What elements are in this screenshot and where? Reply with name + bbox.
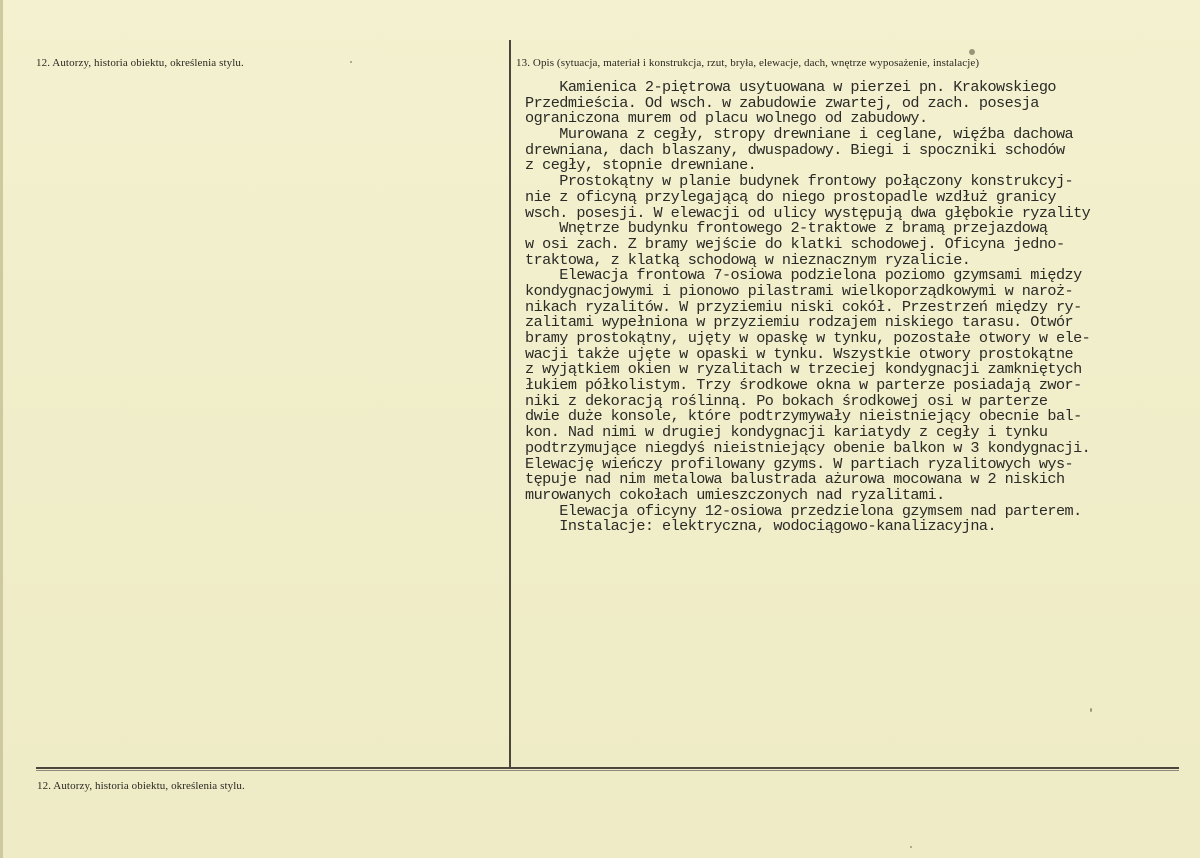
description-line: kon. Nad nimi w drugiej kondygnacji kariatydy z cegły i tynku bbox=[525, 425, 1048, 441]
description-line: Instalacje: elektryczna, wodociągowo-kanalizacyjna. bbox=[525, 519, 997, 535]
description-line: nie z oficyną przylegającą do niego prostopadle wzdłuż granicy bbox=[525, 189, 1056, 206]
description-line: Murowana z cegły, stropy drewniane i ceglane, więźba dachowa bbox=[525, 127, 1074, 143]
description-line: Prostokątny w planie budynek frontowy połączony konstrukcyj- bbox=[525, 174, 1074, 190]
page-edge bbox=[0, 0, 3, 858]
description-line: murowanych cokołach umieszczonych nad ryzalitami. bbox=[525, 487, 945, 504]
description-line: bramy prostokątny, ujęty w opaskę w tynku, pozostałe otwory w ele- bbox=[525, 331, 1091, 347]
paper-speck bbox=[1090, 708, 1092, 712]
description-line: zalitami wypełniona w przyziemiu rodzajem niskiego tarasu. Otwór bbox=[525, 315, 1074, 331]
description-line: drewniana, dach blaszany, dwuspadowy. Biegi i spoczniki schodów bbox=[525, 142, 1065, 159]
description-line: w osi zach. Z bramy wejście do klatki schodowej. Oficyna jedno- bbox=[525, 236, 1065, 253]
paper-speck bbox=[910, 846, 912, 848]
description-line: wsch. posesji. W elewacji od ulicy występują dwa głębokie ryzality bbox=[525, 205, 1091, 222]
description-line: Wnętrze budynku frontowego 2-traktowe z bramą przejazdową bbox=[525, 221, 1048, 237]
description-line: nikach ryzalitów. W przyziemiu niski cokół. Przestrzeń między ry- bbox=[525, 299, 1082, 316]
paper-speck bbox=[969, 49, 975, 55]
section-12-bottom-header: 12. Autorzy, historia obiektu, określenia stylu. bbox=[37, 780, 245, 792]
section-13-header: 13. Opis (sytuacja, materiał i konstrukcja, rzut, bryła, elewacje, dach, wnętrze wyposażenie, instalacje) bbox=[516, 57, 980, 69]
description-line: traktowa, z klatką schodową w nieznacznym ryzalicie. bbox=[525, 252, 971, 269]
description-line: tępuje nad nim metalowa balustrada ażurowa mocowana w 2 niskich bbox=[525, 472, 1065, 488]
description-line: kondygnacjowymi i pionowo pilastrami wielkoporządkowymi w naroż- bbox=[525, 283, 1074, 300]
description-line: łukiem półkolistym. Trzy środkowe okna w parterze posiadają zwor- bbox=[525, 378, 1082, 394]
description-line: dwie duże konsole, które podtrzymywały nieistniejący obecnie bal- bbox=[525, 409, 1082, 426]
section-12-header: 12. Autorzy, historia obiektu, określenia stylu. bbox=[36, 57, 244, 69]
description-line: Elewacja oficyny 12-osiowa przedzielona gzymsem nad parterem. bbox=[525, 503, 1082, 520]
description-line: z wyjątkiem okien w ryzalitach w trzeciej kondygnacji zamkniętych bbox=[525, 362, 1082, 379]
description-line: podtrzymujące niegdyś nieistniejący obenie balkon w 3 kondygnacji. bbox=[525, 440, 1091, 457]
description-line: niki z dekoracją roślinną. Po bokach środkowej osi w parterze bbox=[525, 393, 1048, 410]
description-line: z cegły, stopnie drewniane. bbox=[525, 158, 757, 175]
paper-speck bbox=[350, 61, 352, 63]
description-line: Elewację wieńczy profilowany gzyms. W partiach ryzalitowych wys- bbox=[525, 456, 1074, 473]
section-divider bbox=[36, 767, 1179, 769]
column-divider bbox=[509, 40, 511, 768]
description-line: Kamienica 2-piętrowa usytuowana w pierzei pn. Krakowskiego bbox=[525, 80, 1056, 96]
description-line: Elewacja frontowa 7-osiowa podzielona poziomo gzymsami między bbox=[525, 268, 1082, 284]
description-line: wacji także ujęte w opaski w tynku. Wszystkie otwory prostokątne bbox=[525, 346, 1074, 363]
description-text bbox=[525, 80, 1197, 535]
description-line: Przedmieścia. Od wsch. w zabudowie zwartej, od zach. posesja bbox=[525, 95, 1039, 112]
section-divider-shadow bbox=[36, 770, 1179, 771]
description-line: ograniczona murem od placu wolnego od zabudowy. bbox=[525, 111, 928, 128]
